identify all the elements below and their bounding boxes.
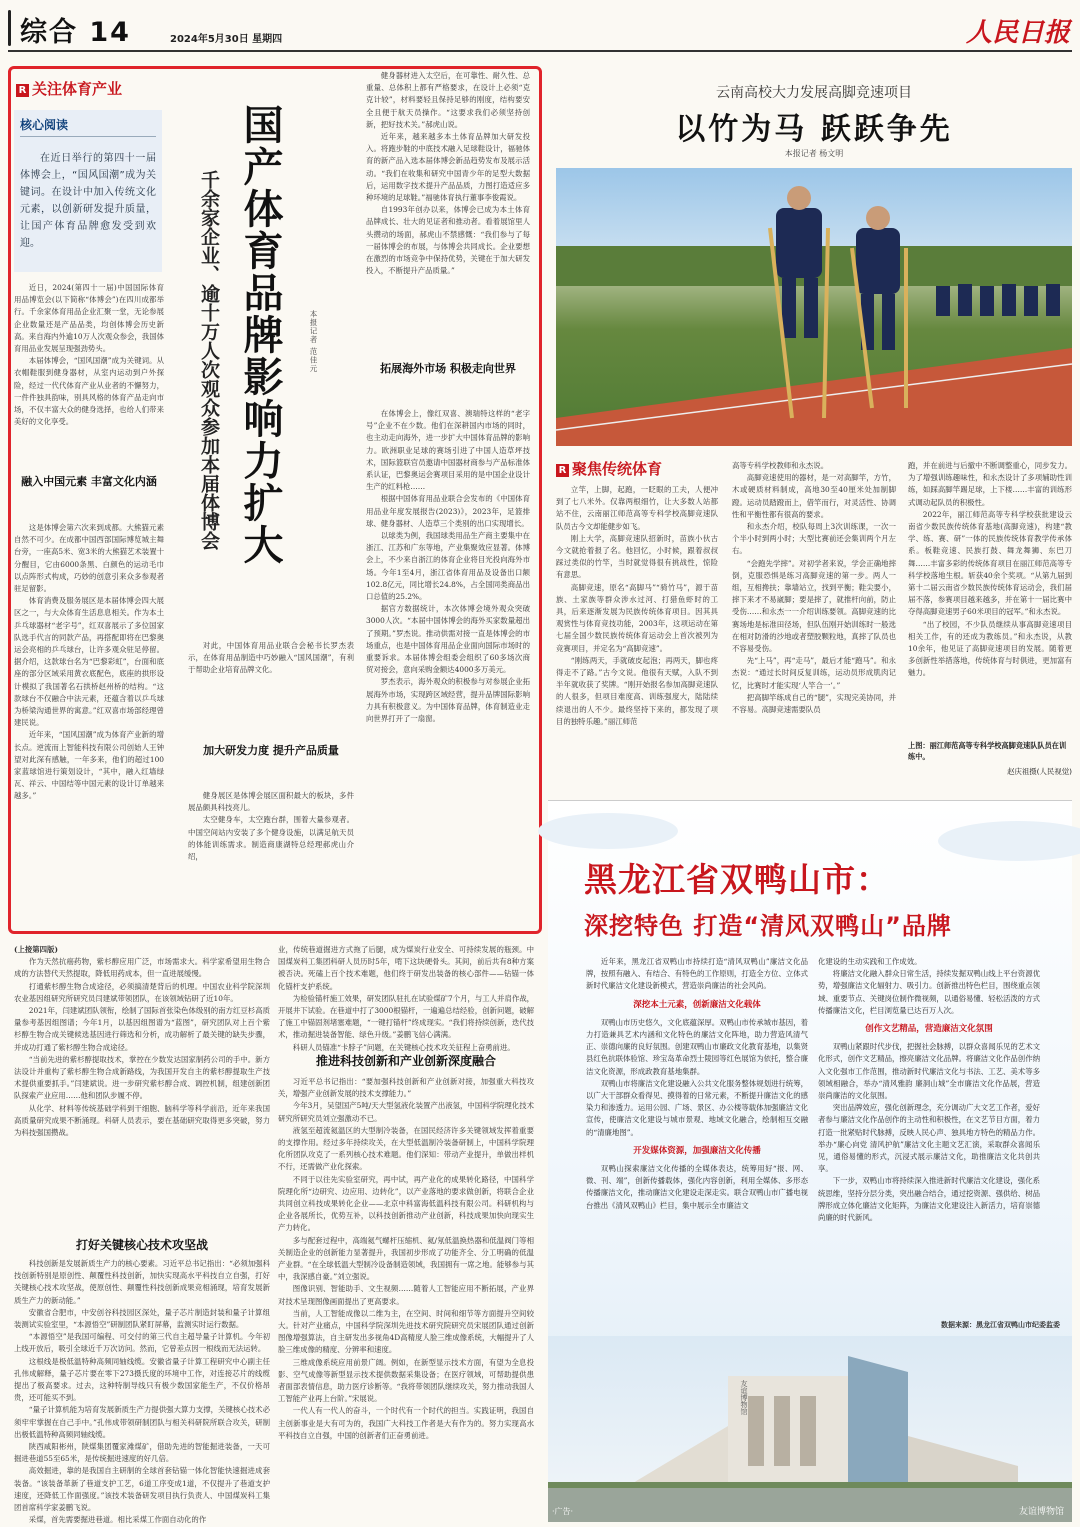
ad-subtitle: 深挖特色 打造“清风双鸭山”品牌 <box>584 912 952 940</box>
paragraph: 根据中国体育用品业联合会发布的《中国体育用品业年度发展报告(2023)》，2023年，足篮排球、健身器材、人造草三个类别的出口实现增长。 <box>366 494 530 528</box>
core-reading-rule <box>20 136 156 137</box>
paper-logo: 人民日报 <box>965 18 1070 48</box>
paragraph: 2022年，丽江师范高等专科学校获批建设云南省少数民族传统体育基地(高脚竞速)，构建“教学、练、赛、研”一体的民族传统体育教学传承体系。板鞋竞速、民族打鼓、舞龙舞狮、东巴刀舞……丰富多彩的传统体育项目在丽江师范高等专科学校落地生根。斩获40余个奖项。“从第九届到第十二届云南省少数民族传统体育运动会，我们届届不落，参赛项目越来越多，并在第十一届比赛中夺得高脚竞速男子60米项目的冠军。”和永杰说。 <box>908 509 1072 617</box>
paragraph: 化建设的生动实践和工作成效。 <box>818 957 922 966</box>
paragraph: 三维成像系统应用前景广阔。例如，在新型显示技术方面，有望为全息投影、空气成像等新型显示技术提供数据采集设备；在医疗领域，可帮助提供患者面部表情信息，助力医疗诊断等。“我将带领团队继续攻关，努力推动我国人工智能产业再上台阶。”宋展说。 <box>278 1357 534 1404</box>
tech-column-1b <box>14 1258 270 1525</box>
core-reading-text: 在近日举行的第四十一届体博会上，“国风国潮”成为关键词。在设计中加入传统文化元素，以创新研发提升质量，让国产体育品牌愈发受到欢迎。 <box>20 153 156 249</box>
paragraph: “当前先进的紫杉醇提取技术，掌控在少数发达国家制药公司的手中。新方法设计并重构了紫杉醇生物合成新路线，为我国开发自主的紫杉醇提取生产技术提供重要抓手。”闫建斌说。进一步研究紫杉醇合成、调控机制，组建创新团队探索产业应用……他和团队步履不停。 <box>14 1054 270 1101</box>
ad-label: ·广告· <box>552 1507 574 1516</box>
paragraph: 高脚竞速使用的器材，是一对高脚竿，方竹，木或硬质材料制成，高地30至40厘米处加制脚蹬。运动员踏蹬而上，借竿而行，对灵活性、协调性和平衡性都有很高的要求。 <box>732 473 896 519</box>
paragraph: “本源悟空”是我国可编程、可交付的第三代自主超导量子计算机。今年初上线开放后，吸引全球近千万次访问。然而，它曾差点因一根线而无法运转。 <box>14 1332 270 1354</box>
museum-photo <box>548 1336 1072 1522</box>
core-reading-title: 核心阅读 <box>20 118 69 132</box>
building-sign: 友谊博物馆 <box>740 1380 748 1415</box>
ad-heading-1: 深挖本土元素，创新廉洁文化载体 <box>633 999 761 1010</box>
sports-subhead-3: 拓展海外市场 积极走向世界 <box>380 362 516 375</box>
sports-column-3 <box>188 640 354 724</box>
sub-headline: 千余家企业、逾十万人次观众参加本届体博会 <box>198 170 220 550</box>
paragraph: 陕西咸阳彬州，陕煤集团覆家滩煤矿，借助先进的智能掘进装备，一天可掘进巷道55至65米，是传统掘进速度的好几倍。 <box>14 1442 270 1464</box>
paragraph: 据官方数据统计，本次体博会境外观众突破3000人次。“本届中国体博会的海外买家数量超出了预期。”罗杰说。推动供需对接一直是体博会的市场重点，也是中国体育用品企业面向国际市场时的重要诉求。本届体博会组委会组织了60多场次商贸对接会，意向采购金额达4000多万美元。 <box>366 604 530 675</box>
paragraph: 打通紫杉醇生物合成途径，必须搞清楚背后的机理。中国农业科学院深圳农业基因组研究所研究员闫建斌带领团队，在该领域钻研了近10年。 <box>14 981 270 1003</box>
issue-date: 2024年5月30日 星期四 <box>170 34 283 45</box>
sports-subhead-1: 融入中国元素 丰富文化内涵 <box>21 475 157 488</box>
stilt-race-photo <box>556 168 1072 446</box>
paragraph: 这根线是极低温特种高频同轴线缆。安徽省量子计算工程研究中心副主任孔伟成解释，量子芯片要在零下273摄氏度的环境中工作，对连接芯片的线缆提出了极高要求。过去，这种特制导线只有极少数国家能生产，不仅价格昂贵，还可能买不到。 <box>14 1356 270 1403</box>
paragraph: 今年3月，吴望国产5吨/天大型氢液化装置产出液氢，中国科学院理化技术研究所研究员刘立强激动不已。 <box>278 1101 534 1123</box>
paragraph: 采煤，首先需要掘进巷道。相比采煤工作面自动化的作 <box>28 1515 207 1525</box>
paragraph: 科技创新是发展新质生产力的核心要素。习近平总书记指出：“必须加强科技创新特别是原创性、颠覆性科技创新，加快实现高水平科技自立自强，打好关键核心技术攻坚战，使原创性、颠覆性科技创新成果竞相涌现，培育发展新质生产力的新动能。” <box>14 1259 270 1305</box>
paragraph: 对此，中国体育用品业联合会秘书长罗杰表示，在体育用品制造中巧妙融入“国风国潮”，有利于帮助企业培育品牌文化。 <box>188 641 354 675</box>
section-label: 综合 14 <box>20 17 131 48</box>
paragraph: 健身展区是体博会展区面积最大的板块，多件展品颇具科技亮儿。 <box>188 791 354 813</box>
tech-column-1 <box>14 944 270 1230</box>
paragraph: 将廉洁文化融入群众日常生活，持续发掘双鸭山线上平台资源优势，增强廉洁文化辐射力、吸引力。创新推出特色栏目，围绕重点领域、重要节点、关键岗位制作微视频，以通俗易懂、轻松活泼的方式传播廉洁文化，栏目浏览量已达百万人次。 <box>818 969 1040 1015</box>
paragraph: 习近平总书记指出：“要加强科技创新和产业创新对接，加强重大科技攻关，增强产业创新发展的技术支撑能力。” <box>278 1077 534 1099</box>
paragraph: 立竿，上脚，起跑，一眨眼的工夫，人便冲到了七八米外。仅靠两根细竹，让大多数人站都站不住，云南丽江师范高等专科学校高脚竞速队队员古今文却能健步如飞。 <box>556 485 718 531</box>
paragraph: 这是体博会第六次来到成都。大熊猫元素自然不可少。在成都中国西部国际博览城主舞台旁，一座高5米、宽3米的大熊猫艺术装置十分醒目，它由6000条黑、白颜色的运动毛巾以点阵形式构成，巧妙的创意引来众多参观者驻足留影。 <box>14 523 164 594</box>
paragraph: 太空健身车，太空跑台群，围着大量参观者。中国空间站内安装了多个健身设施，以满足航天员的体能训练需求。制造商康湖特总经理郝虎山介绍， <box>188 815 354 862</box>
sports-column-2 <box>14 522 164 928</box>
paragraph: 多与配套过程中，高端氦气螺杆压缩机、氦/氖低温换热器和低温阀门等相关制造企业的创新能力显著提升，我国初步形成了功能齐全、分工明确的低温产业群。“在全球低温大型制冷设备制造领域，我国拥有一席之地。能够参与其中，我深感自豪。”刘立强说。 <box>278 1235 534 1282</box>
paragraph: 从化学、材料等传统基础学科到干细胞、脑科学等科学前沿，近年来我国高质量研究成果不断涌现。科研人员表示，要在基础研究取得更多突破，努力为科技强国攒战。 <box>14 1103 270 1138</box>
core-reading-box <box>14 110 162 272</box>
glass-facade <box>848 1356 908 1496</box>
paragraph: 近年来，越来越多本土体育品牌加大研发投入。将跑步鞋的中底技术融入足球鞋设计，福驰体育的新产品入选本届体博会新品趋势发布及展示活动。“我们在收集和研究中国青少年的足型大数据后，运用数字技术提升产品品质，力图打造适应多种环境的足球鞋。”福驰体育执行董事李俊霞说。 <box>366 132 530 203</box>
yunnan-column-1 <box>556 484 718 776</box>
background-athletes <box>936 284 1060 316</box>
paragraph: 一代人有一代人的奋斗，一个时代有一个时代的担当。实践证明，我国自主创新事业是大有可为的，我国广大科技工作者是大有作为的。努力实现高水平科技自立自强，中国的创新者们正奋勇前进。 <box>278 1406 534 1440</box>
sports-column-1 <box>14 282 164 442</box>
ad-column-1 <box>586 956 808 1296</box>
paragraph: “刚练两天，手就破皮起泡；再两天，脚也疼得走不了路。”古今文说。他很有天赋，入队不到半年就收获了奖牌。“刚开始报名参加高脚竞速队的人很多，但项目难度高、训练强度大，陆陆续续退出的人不少。最终坚持下来的，都发现了项目的独特乐趣。”丽江师范 <box>556 655 718 726</box>
yunnan-column-2 <box>732 460 896 776</box>
rmrb-tag-icon: R <box>556 464 569 477</box>
yunnan-column-3 <box>908 460 1072 740</box>
paragraph: 当前，人工智能成像以二维为主，在空间、时间和细节等方面提升空间较大。针对产业痛点，中国科学院深圳先进技术研究院研究员宋展团队通过创新图像增强算法，自主研发出多视角4D高精度人脸三维成像系统，大幅提升了人脸三维成像的精度、分辨率和速度。 <box>278 1308 534 1355</box>
paragraph: 双鸭山市将廉洁文化建设融入公共文化服务整体规划进行统筹，以广大干部群众看得见、摸得着的日常元素，不断提升廉洁文化的感染力和渗透力。运用公园、广场、景区、办公楼等载体加强廉洁文化宣传，使廉洁文化建设与城市景观、地域文化融合，绘制相互交融的“清廉地图”。 <box>586 1078 808 1137</box>
paragraph: 安徽省合肥市，中安创谷科技园区深处，量子芯片制造封装和量子计算组装测试实验室里，“本源悟空”研制团队紧盯屏幕，监测实时运行数据。 <box>14 1307 270 1330</box>
ad-source: 数据来源：黑龙江省双鸭山市纪委监委 <box>941 1321 1060 1329</box>
paragraph: 近年来，“国风国潮”成为体育产业新的增长点。逆流而上智能科技有限公司创始人王钟望对此深有感触，一年多来，他们的超过100家蓝球馆进行策划设计，“其中，融入红墙绿瓦、祥云、中国结等中国元素的设计订单越来越多。” <box>14 730 164 801</box>
paragraph: 液氢至超流氦温区的大型制冷装备，在国民经济许多关键领域发挥着重要的支撑作用。经过多年持续攻关，在大型低温制冷装备研制上，中国科学院理化所团队攻克了一系列核心技术难题。他们深知：带动产业提升，单做出样机不行，还需做产业化探索。 <box>278 1125 534 1172</box>
photo-credit: 赵庆祖摄(人民视觉) <box>1007 767 1072 776</box>
paragraph: 业，传统巷道掘进方式拖了后腿，成为煤炭行业安全、可持续发展的瓶颈。中国煤炭科工集团科研人员历时5年，啃下这块硬骨头。其间，前后共有8种方案被否决。死磕上百个技术难题，他们终于研发出装备的核心部件——钻锚一体化锚杆支护系统。 <box>278 945 534 991</box>
left-bracket <box>8 10 11 46</box>
paragraph: 双鸭山市历史悠久，文化底蕴深厚。双鸭山市传承城市基因，着力打造兼具艺术内涵和文化特色的廉洁文化阵地，助力营造风清气正、崇德向廉的良好氛围。创建双鸭山市廉政文化教育基地，以集贤县红色抗联体验馆、珍宝岛革命烈士陵园等红色展馆为依托，整合廉洁文化资源，形成政教育基地集群。 <box>586 1017 808 1076</box>
paragraph: “出了校园，不少队员继续从事高脚竞速项目相关工作，有的还成为教练员。”和永杰说，从教10余年，他见证了高脚竞速项目的发展。随着更多创新性举措落地，传统体育与时俱进，更加富有魅力。 <box>908 619 1072 678</box>
yunnan-kicker: 云南高校大力发展高脚竞速项目 <box>716 85 912 101</box>
ad-intro: 近年来，黑龙江省双鸭山市持续打造“清风双鸭山”廉洁文化品牌，按照有融入、有结合、有特色的工作原则，打造全方位、立体式新时代廉洁文化建设新模式，营造崇尚廉洁的社会风尚。 <box>586 957 808 991</box>
paragraph: 体育消费及服务展区是本届体博会四大展区之一，与大众体育生活息息相关。作为本土乒乓球器材“老字号”，红双喜展示了多位国家队选手代言的同款产品，再搭配即将在巴黎奥运会亮相的乒乓球台，让许多观众驻足停留。据介绍，这款球台名为“巴黎彩虹”，台面和底座的部分区域采用黄衣底配色，底座的拱形设计模拟了我国著名石拱桥赵州桥的结构。“这款球台不仅融合中法元素，还蕴含着以乒乓球为桥梁沟通世界的寓意。”红双喜市场部经理曾建民说。 <box>14 596 164 728</box>
masthead <box>0 0 1080 52</box>
paragraph: 以球类为例，我国球类用品生产商主要集中在浙江、江苏和广东等地，产业集聚效应显著。体博会上，不少来自浙江的体育企业将目光投向海外市场。今年1至4月，浙江省体育用品及设备出口额102.8亿元，同比增长24.8%，占全国同类商品出口总值的25.2%。 <box>366 531 530 602</box>
yunnan-section-tag: R 聚焦传统体育 <box>556 458 662 479</box>
ad-column-2 <box>818 956 1040 1296</box>
paragraph: 把高脚竿练成自己的“腿”，实现完美协同，并不容易。高脚竞速需要队员 <box>732 692 896 715</box>
paragraph: 本届体博会，“国风国潮”成为关键词。从衣帽鞋服到健身器材，从室内运动到户外探险，经过一代代体育产业从业者的不懈努力，一件件独具韵味，别具风格的体育产品走向市场，不仅丰富大众的健身选择，也给人们带来美好的文化享受。 <box>14 356 164 427</box>
plaza <box>548 1486 1072 1522</box>
paragraph: 高效掘进，靠的是我国自主研制的全球首套钻锚一体化智能快速掘进成套装备。“该装备革新了巷道支护工艺，6道工序变成1道，不仅提升了巷道支护速度，还降低工作面强度。”该技术装备研发项目执行负责人、中国煤炭科工集团首席科学家姜鹏飞说。 <box>14 1466 270 1513</box>
paragraph: 和永杰介绍，校队每周上3次训练课，一次一个半小时到两小时；大型比赛前还会集训两个月左右。 <box>732 522 896 556</box>
photo-caption: 上图：丽江师范高等专科学校高脚竞速队队员在训练中。 <box>908 741 1067 761</box>
paragraph: 先“上马”，再“走马”，最后才能“跑马”。和永杰说：“通过长时间反复训练，运动员形成肌肉记忆，比赛时才能实现‘人竿合一’。” <box>732 656 896 690</box>
paragraph: 科研人员锚准“卡脖子”问题，在关键核心技术攻关征程上奋勇前进。 <box>292 1042 515 1052</box>
paragraph: 不同于以往先实验室研究，再中试，再产业化的成果转化路径，中国科学院理化所“边研究、边应用、边转化”，以产业落地的要求做创新，将联合企业共同创立科技成果转化企业——北京中科富海低温科技有限公司。科研机构与企业各展所长，优势互补，以科技创新推动产业创新，科技成果加快向现实生产力转化。 <box>278 1174 534 1233</box>
paragraph: 罗杰表示，海外观众的积极参与对参展企业拓展海外市场，实现跨区域经营，提升品牌国际影响力具有积极意义。为中国体育品牌，体育制造业走向世界打开了一扇窗。 <box>366 677 530 724</box>
sports-byline: 本报记者 范佳元 <box>309 310 318 373</box>
ad-heading-2: 开发媒体资源，加强廉洁文化传播 <box>633 1145 761 1156</box>
paragraph: 在体博会上，像红双喜、澳瑞特这样的“老字号”企业不在少数。他们在深耕国内市场的同时，也主动走向海外，进一步扩大中国体育品牌的影响力。欧洲职业足球的赛场引进了中国人造草坪技术，国际篮联官员邀请中国器材商参与产品标准体系认证，巴黎奥运会赛项目采用的是中国企业设计生产的红料枪…… <box>366 409 530 492</box>
paragraph: 高脚竞速，原名“高脚马”“骑竹马”，源于苗族、土家族等群众涉水过河、打猎鱼虾时的工具，后来逐渐发展为民族传统体育项目。因其具观赏性与体育竞技功能，2003年，这项运动在第七届全国少数民族传统体育运动会上首次被列为竞赛项目，并定名为“高脚竞速”。 <box>556 582 718 653</box>
sports-subhead-2: 加大研发力度 提升产品质量 <box>203 744 339 757</box>
museum-caption: 友谊博物馆 <box>1018 1507 1064 1517</box>
hedge <box>548 1482 1072 1488</box>
paragraph: 双鸭山紧跟时代步伐，把握社会脉搏，以群众喜闻乐见的艺术文化形式，创作文艺精品，擦亮廉洁文化品牌。将廉洁文化作品创作纳入文化强市工作范围，推动新时代廉洁文化与书法、工艺、美术等多领域相融合，举办“清风雅韵 廉洞山城”全市廉洁文化作品展，营造崇尚廉洁的文化氛围。 <box>818 1042 1040 1101</box>
stilt-race-scene <box>556 168 1072 446</box>
masthead-rule <box>8 50 1072 52</box>
yunnan-title: 以竹为马 跃跃争先 <box>675 112 953 147</box>
paragraph: 自1993年创办以来，体博会已成为本土体育品牌成长、壮大的见证者和推动者。看着展馆里人头攒动的场面，郝虎山不禁感慨：“我们参与了每一届体博会的布展，与体博会共同成长。企业要想在激烈的市场竞争中保持优势，关键在于加大研发投入，不断提升产品质量。” <box>366 205 530 276</box>
paragraph: 高等专科学校教师和永杰说。 <box>732 461 829 470</box>
main-headline: 国产体育品牌影响力扩大 <box>237 104 284 566</box>
paragraph: 近日，2024(第四十一届)中国国际体育用品博览会(以下简称“体博会”)在四川成都举行。千余家体育用品企业汇聚一堂，无论参展企业数量还是产品品类，均创体博会历史新高。来自海内外逾10万人次观众参会，我国体育用品业发展呈现强劲势头。 <box>14 283 164 354</box>
sports-column-3b <box>188 790 354 928</box>
paragraph: 刚上大学，高脚竞速队招新时，苗族小伙古今文就抢着报了名。他回忆，小时候，跟着叔叔踩过类似的竹竿，当时就觉得很有挑战性，惊险有意思。 <box>556 533 718 580</box>
continued-note: (上接第四版) <box>14 945 58 954</box>
paragraph: 突出品牌效应，强化创新理念，充分调动广大文艺工作者，爱好者参与廉洁文化作品创作的主动性和积极性，在文艺节目方面，着力打造一批紧贴时代脉搏，反映人民心声、独具地方特色的精品力作。举办“廉心向党 清风护航”廉洁文化主题文艺汇演，采取群众喜闻乐见，通俗易懂的形式，沉浸式展示廉洁文化，助推廉洁文化共创共享。 <box>818 1103 1040 1174</box>
paragraph: 双鸭山探索廉洁文化传播的全媒体表达，统筹用好“报、网、微、刊、端”，创新传播载体，强化内容创新，利用全媒体、多形态传播廉洁文化，推动廉洁文化建设走深走实。联合双鸭山市广播电视台推出《清风双鸭山》栏目，集中展示全市廉洁文 <box>586 1164 808 1210</box>
tech-column-2b <box>278 1076 534 1522</box>
tech-subhead-2: 推进科技创新和产业创新深度融合 <box>315 1054 496 1068</box>
sports-column-5 <box>366 408 530 928</box>
sports-column-4 <box>366 70 530 350</box>
paragraph: “会跑先学摔”。对初学者来说，学会正确地摔倒，克服恐惧是练习高脚竞速的第一步。两人一组，互相搀扶；靠墙站立，找到平衡；鞋尖要小，摔下来才不易崴脚；要是摔了，就推杆向前，防止受伤……和永杰一一介绍训练要领。高脚竞速的比赛场地是标准田径场，但队伍刚开始训练时一般选在相对防滑的沙地或者塑胶颗粒地，真摔了队员也不容易受伤。 <box>732 558 896 654</box>
paragraph: “量子计算机能为培育发展新质生产力提供强大算力支撑，关键核心技术必须牢牢掌握在自己手中。”孔伟成带领研制团队与相关科研院所联合攻关，研制出极低温特种高频同轴线缆。 <box>14 1405 270 1439</box>
paragraph: 图像识别、智能助手、文生视频……随着人工智能应用不断拓展，产业界对技术呈现图像画面提出了更高要求。 <box>278 1284 534 1306</box>
paragraph: 为检验锚杆施工效果，研发团队驻扎在试验煤矿7个月，与工人并肩作战，开展井下试验。在巷道中打了3000根锚杆，一遍遍总结经验，创新问题，破解了施工中锚固剂堵塞难题，“一键打锚杆”终成现实。“我们将持续创新，迭代技术，推动掘进装备智能、绿色升级。”姜鹏飞信心满满。 <box>278 993 535 1040</box>
ad-title: 黑龙江省双鸭山市： <box>584 860 890 899</box>
paragraph: 下一步，双鸭山市将持续深入推进新时代廉洁文化建设，强化系统思维，坚持分层分类，突出融合结合，通过挖资源、强供给、树品牌形成立体化廉洁文化矩阵，为廉洁文化建设注入新活力，培育崇德尚廉的时代新风。 <box>818 1176 1040 1223</box>
paragraph: 2021年，闫建斌团队领衔，绘制了国际首张染色体级别的南方红豆杉高质量参考基因组图谱；今年1月，以基因组图谱为“蓝图”，研究团队对上百个紫杉醇生物合成关键候选基因进行筛选和分析，成功解析了最关键的缺失步骤，并成功打通了紫杉醇生物合成途径。 <box>14 1006 270 1052</box>
tech-column-2 <box>278 944 535 1052</box>
rmrb-tag-icon: R <box>16 84 29 97</box>
tech-subhead-1: 打好关键核心技术攻坚战 <box>75 1238 208 1252</box>
paragraph: 跑，并在前进与后撤中不断调整重心，同步发力。为了增强训练趣味性，和永杰设计了多项辅助性训练，如踩高脚竿踢足球，上下楼……丰富的训练形式调动起队员的积极性。 <box>908 461 1072 507</box>
yunnan-byline: 本报记者 杨文明 <box>784 149 844 158</box>
paragraph: 作为天然抗癌药物，紫杉醇应用广泛，市场需求大。科学家希望用生物合成的方法替代天然提取，降低用药成本，但一直进展缓慢。 <box>14 957 270 979</box>
museum-building <box>548 1336 1072 1522</box>
paragraph: 健身器材进入太空后，在可靠性、耐久性、总重量、总体积上都有严格要求，在设计上必须“克克计较”，材料要轻且保持足够的刚度，结构要安全且便于航天员操作。“这要求我们必须坚持创新，把好技术关。”郝虎山说。 <box>366 71 530 129</box>
sports-section-tag: R 关注体育产业 <box>16 78 122 99</box>
ad-heading-3: 创作文艺精品，营造廉洁文化氛围 <box>865 1024 993 1035</box>
